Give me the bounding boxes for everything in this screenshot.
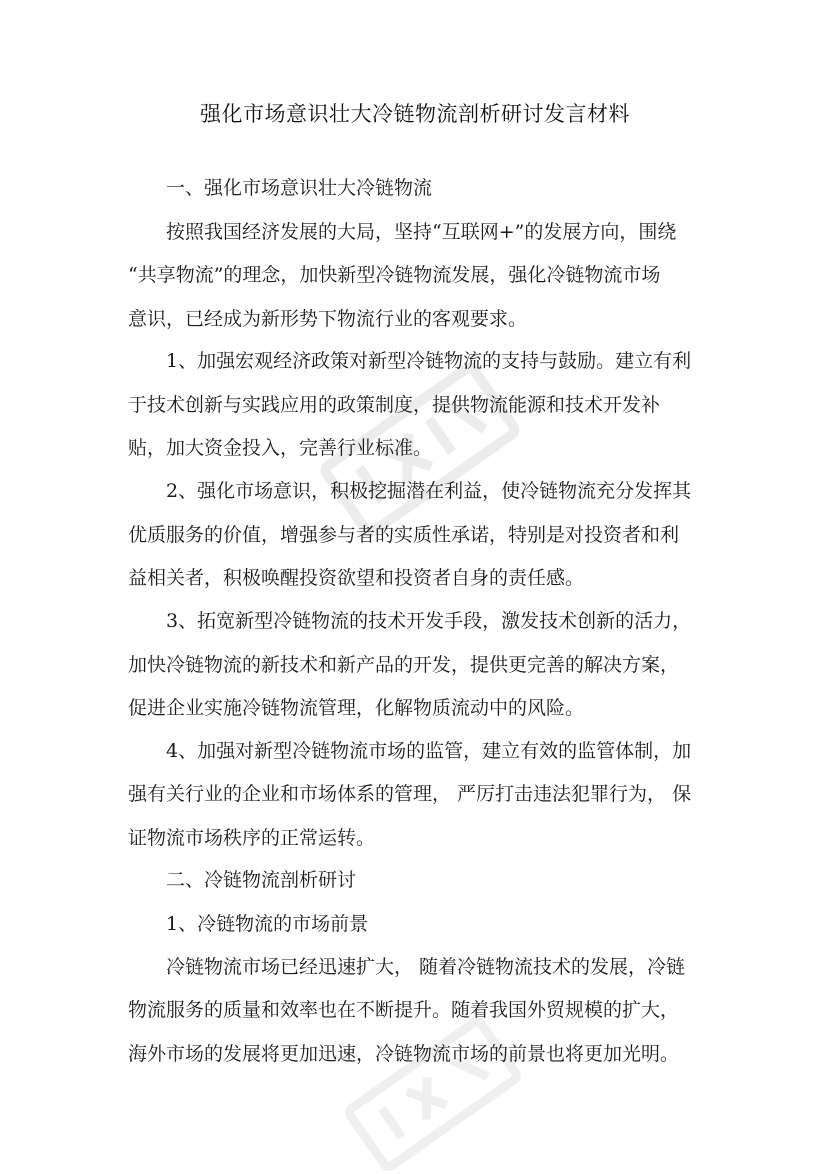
- paragraph-line: 意识，已经成为新形势下物流行业的客观要求。: [128, 308, 528, 330]
- page-title: 强化市场意识壮大冷链物流剖析研讨发言材料: [200, 102, 630, 126]
- paragraph-line: 益相关者，积极唤醒投资欲望和投资者自身的责任感。: [128, 567, 585, 589]
- paragraph-line: 于技术创新与实践应用的政策制度，提供物流能源和技术开发补: [128, 394, 661, 416]
- paragraph-line: 4、加强对新型冷链物流市场的监管，建立有效的监管体制，加: [166, 740, 692, 762]
- paragraph-line: 强有关行业的企业和市场体系的管理， 严厉打击违法犯罪行为， 保: [128, 783, 692, 805]
- paragraph-line: 贴，加大资金投入，完善行业标准。: [128, 437, 433, 459]
- section-heading-1: 一、强化市场意识壮大冷链物流: [166, 177, 433, 199]
- paragraph-line: 优质服务的价值，增强参与者的实质性承诺，特别是对投资者和利: [128, 524, 680, 546]
- subsection-heading: 1、冷链物流的市场前景: [166, 913, 369, 935]
- paragraph-line: 物流服务的质量和效率也在不断提升。随着我国外贸规模的扩大，: [128, 999, 680, 1021]
- paragraph-line: 加快冷链物流的新技术和新产品的开发，提供更完善的解决方案，: [128, 654, 680, 676]
- paragraph-line: 促进企业实施冷链物流管理，化解物质流动中的风险。: [128, 697, 585, 719]
- paragraph-line: 证物流市场秩序的正常运转。: [128, 827, 376, 849]
- watermark-stamp-bottom: [300, 960, 560, 1174]
- paragraph-line: 1、加强宏观经济政策对新型冷链物流的支持与鼓励。建立有利: [166, 350, 692, 372]
- paragraph-line: 3、拓宽新型冷链物流的技术开发手段，激发技术创新的活力，: [166, 610, 692, 632]
- paragraph-line: “共享物流”的理念，加快新型冷链物流发展，强化冷链物流市场: [128, 264, 661, 286]
- paragraph-line: 冷链物流市场已经迅速扩大， 随着冷链物流技术的发展，冷链: [166, 956, 686, 978]
- section-heading-2: 二、冷链物流剖析研讨: [166, 869, 357, 891]
- paragraph-line: 按照我国经济发展的大局，坚持“互联网+”的发展方向，围绕: [166, 221, 677, 243]
- paragraph-line: 海外市场的发展将更加迅速，冷链物流市场的前景也将更加光明。: [128, 1043, 680, 1065]
- paragraph-line: 2、强化市场意识，积极挖掘潜在利益，使冷链物流充分发挥其: [166, 480, 692, 502]
